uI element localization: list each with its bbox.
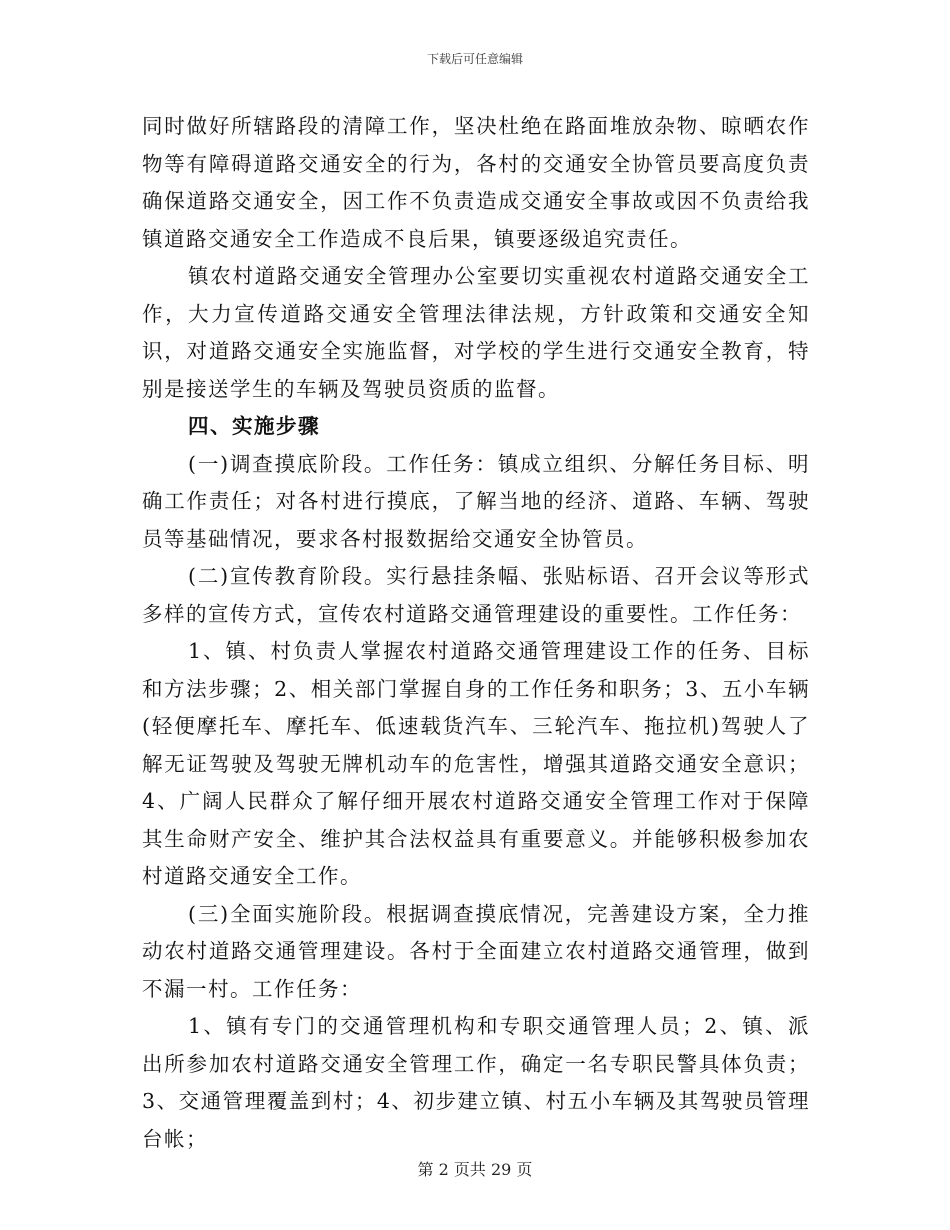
paragraph-implementation-tasks: 1、镇有专门的交通管理机构和专职交通管理人员；2、镇、派出所参加农村道路交通安全管理工作，确定一名专职民警具体负责；3、交通管理覆盖到村；4、初步建立镇、村五小车辆及其驾驶员管理台帐；: [142, 1014, 810, 1151]
paragraph-office-duty: 镇农村道路交通安全管理办公室要切实重视农村道路交通安全工作，大力宣传道路交通安全管理法律法规，方针政策和交通安全知识，对道路交通安全实施监督，对学校的学生进行交通安全教育，特别是接送学生的车辆及驾驶员资质的监督。: [142, 264, 810, 401]
section-heading-implementation-steps: 四、实施步骤: [188, 414, 320, 438]
paragraph-continuation: 同时做好所辖路段的清障工作，坚决杜绝在路面堆放杂物、晾晒农作物等有障碍道路交通安全的行为，各村的交通安全协管员要高度负责确保道路交通安全，因工作不负责造成交通安全事故或因不负责给我镇道路交通安全工作造成不良后果，镇要逐级追究责任。: [142, 114, 810, 251]
page-header: 下载后可任意编辑: [426, 52, 523, 66]
paragraph-stage-publicity: (二)宣传教育阶段。实行悬挂条幅、张贴标语、召开会议等形式多样的宣传方式，宣传农村道路交通管理建设的重要性。工作任务：: [142, 564, 810, 626]
paragraph-publicity-tasks: 1、镇、村负责人掌握农村道路交通管理建设工作的任务、目标和方法步骤；2、相关部门掌握自身的工作任务和职务；3、五小车辆(轻便摩托车、摩托车、低速载货汽车、三轮汽车、拖拉机)驾驶人了解无证驾驶及驾驶无牌机动车的危害性，增强其道路交通安全意识；4、广阔人民群众了解仔细开展农村道路交通安全管理工作对于保障其生命财产安全、维护其合法权益具有重要意义。并能够积极参加农村道路交通安全工作。: [142, 639, 810, 888]
paragraph-stage-implementation: (三)全面实施阶段。根据调查摸底情况，完善建设方案，全力推动农村道路交通管理建设。各村于全面建立农村道路交通管理，做到不漏一村。工作任务：: [142, 901, 810, 1001]
paragraph-stage-survey: (一)调查摸底阶段。工作任务：镇成立组织、分解任务目标、明确工作责任；对各村进行摸底，了解当地的经济、道路、车辆、驾驶员等基础情况，要求各村报数据给交通安全协管员。: [142, 451, 810, 551]
page-footer: 第 2 页共 29 页: [417, 1160, 533, 1179]
document-body: [142, 108, 810, 1158]
